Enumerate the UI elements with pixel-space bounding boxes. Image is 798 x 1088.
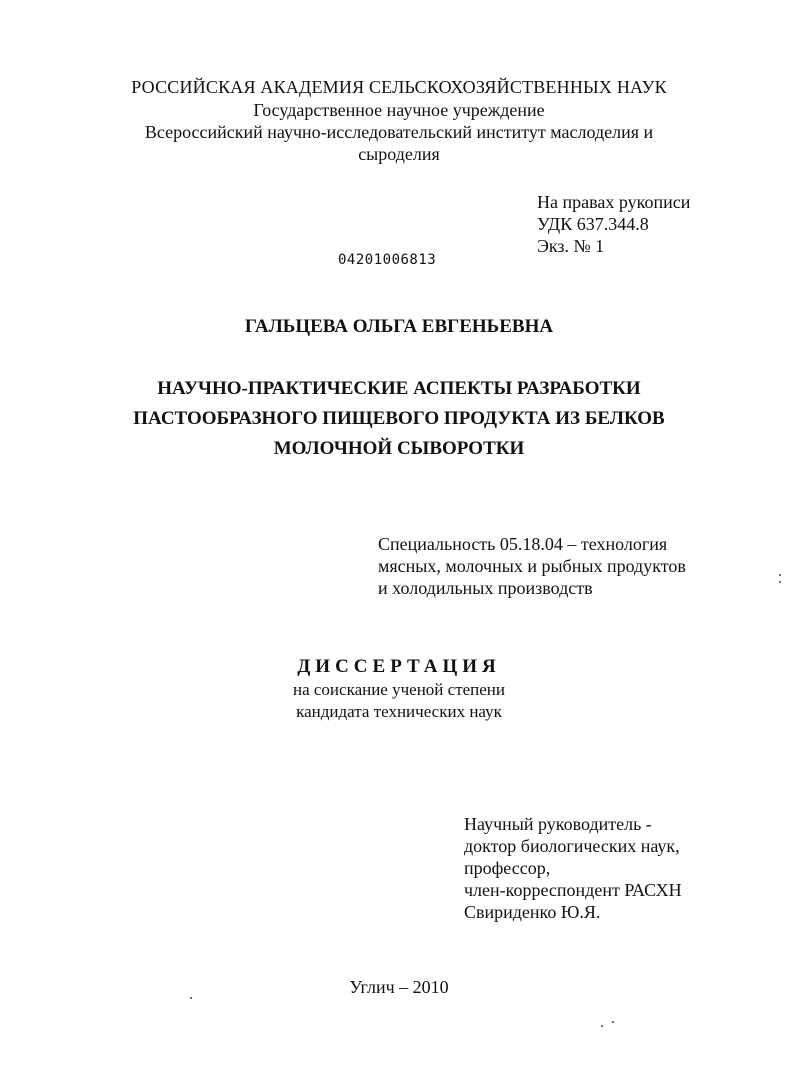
copy-number: Экз. № 1	[537, 236, 605, 256]
academy-name: РОССИЙСКАЯ АКАДЕМИЯ СЕЛЬСКОХОЗЯЙСТВЕННЫХ НАУК	[131, 77, 667, 97]
scan-speck	[779, 574, 781, 576]
udk-code: УДК 637.344.8	[537, 214, 649, 234]
dissertation-heading: ДИССЕРТАЦИЯ	[297, 656, 501, 677]
manuscript-rights: На правах рукописи	[537, 192, 691, 212]
scan-speck	[779, 581, 781, 583]
title-line1: НАУЧНО-ПРАКТИЧЕСКИЕ АСПЕКТЫ РАЗРАБОТКИ	[157, 378, 641, 399]
city-year: Углич – 2010	[349, 977, 449, 997]
institute-name-line1: Всероссийский научно-исследовательский институт маслоделия и	[144, 122, 654, 142]
specialty-line1: Специальность 05.18.04 – технология	[378, 534, 668, 554]
scan-speck	[601, 1025, 603, 1027]
degree-line1: на соискание ученой степени	[292, 680, 506, 699]
supervisor-line2: доктор биологических наук,	[464, 836, 680, 856]
scan-speck	[190, 997, 192, 999]
supervisor-line3: профессор,	[464, 858, 551, 878]
scan-speck	[612, 1021, 614, 1023]
inventory-number: 04201006813	[338, 252, 437, 268]
title-line3: МОЛОЧНОЙ СЫВОРОТКИ	[273, 438, 525, 459]
institution-type: Государственное научное учреждение	[253, 100, 545, 120]
institute-name-line2: сыроделия	[358, 144, 440, 164]
supervisor-line1: Научный руководитель -	[464, 814, 652, 834]
specialty-line2: мясных, молочных и рыбных продуктов	[378, 556, 686, 576]
supervisor-line4: член-корреспондент РАСХН	[464, 880, 682, 900]
degree-line2: кандидата технических наук	[296, 702, 502, 721]
title-line2: ПАСТООБРАЗНОГО ПИЩЕВОГО ПРОДУКТА ИЗ БЕЛКОВ	[133, 408, 665, 429]
author-name: ГАЛЬЦЕВА ОЛЬГА ЕВГЕНЬЕВНА	[244, 316, 554, 337]
supervisor-line5: Свириденко Ю.Я.	[464, 902, 601, 922]
specialty-line3: и холодильных производств	[378, 578, 593, 598]
